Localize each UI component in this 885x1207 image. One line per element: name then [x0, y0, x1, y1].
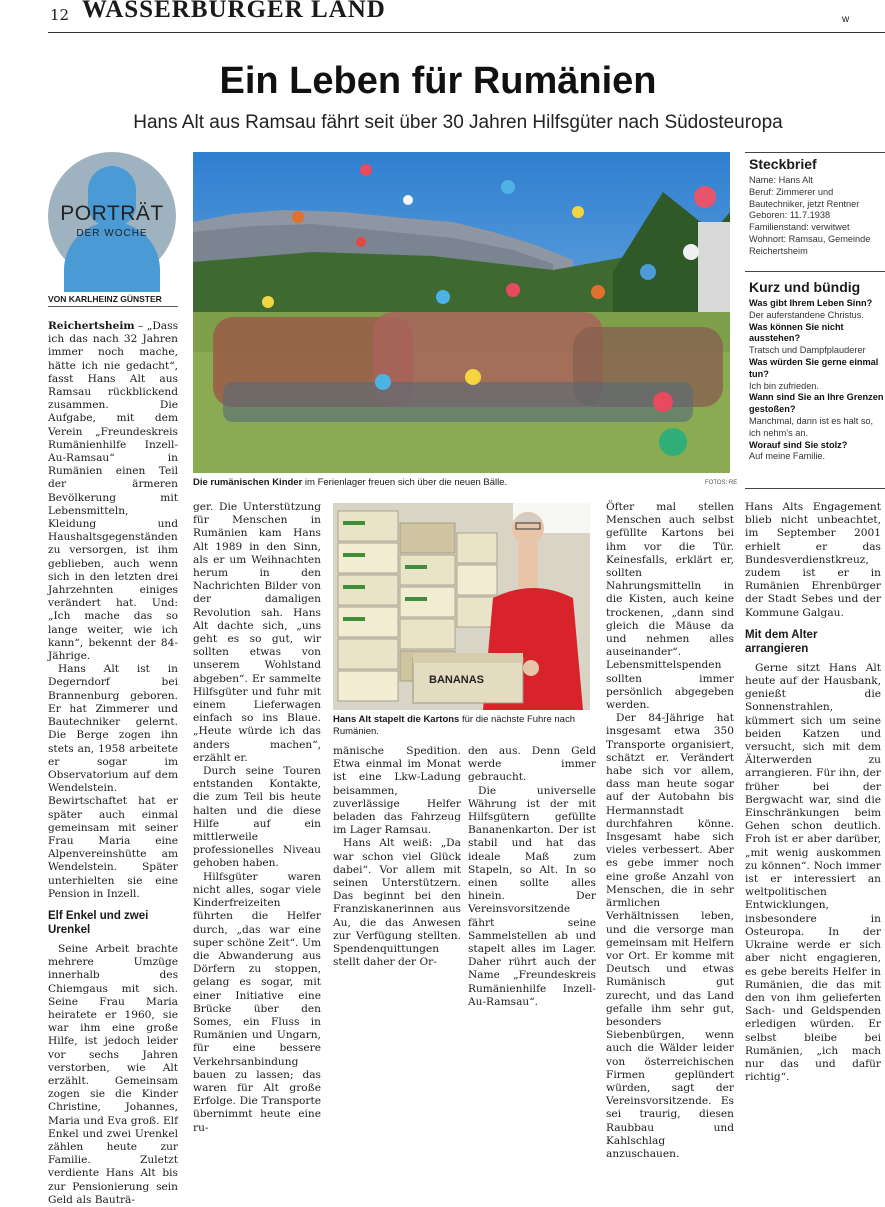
paragraph: Seine Arbeit brachte mehrere Umzüge innerhalb des Chiemgaus mit sich. Seine Frau Maria heiratete er 1960, sie war ihm eine große Hilfe, ist jedoch leider vor sechs Jahren verstorben, wie Alt erzählt. Gemeinsam zogen sie die Kinder Christine, Johannes, Maria und Eva groß. Elf Enkel und zwei Urenkel zählen heute zur Familie. Zuletzt verdiente Hans Alt bis zur Pensionierung sein Geld als Bauträ- — [48, 942, 178, 1206]
paragraph: Hilfsgüter waren nicht alles, sogar viele Kinderfreizeiten führten die Helfer durch, „das war eine super schöne Zeit“. Um die Abwanderung aus Dörfern zu stoppen, gelang es sogar, mit einer Initiative eine Brücke über den Somes, ein Fluss in Rumänien und Ungarn, für eine bessere Verkehrsanbindung bauen zu lassen; das waren für Alt große Erfolge. Die Transporte übernimmt heute eine ru- — [193, 870, 321, 1134]
article-column-2 — [193, 501, 321, 1134]
steckbrief-line: Wohnort: Ramsau, Gemeinde Reichertsheim — [749, 233, 871, 256]
article-column-3 — [333, 745, 461, 969]
sidebar-rule — [745, 152, 885, 153]
paragraph: ger. Die Unterstützung für Menschen in Rumänien kam Hans Alt 1989 in den Sinn, als er um Weihnachten herum in den Nachrichten Bilder von der damaligen Revolution sah. Hans Alt dachte sich, „uns geht es so gut, wir sollten etwas von unserem Wohlstand abgeben“. Er sammelte Hilfsgüter und fuhr mit einem Lieferwagen einfach so ins Blaue. „Heute würde ich das anders machen“, erzählt er. — [193, 501, 321, 764]
question: Was gibt Ihrem Leben Sinn? — [749, 298, 873, 308]
answer: Ich bin zufrieden. — [749, 380, 819, 391]
section-title: WASSERBURGER LAND — [82, 0, 386, 23]
badge-title: PORTRÄT — [60, 202, 164, 225]
photo-children-camp — [193, 152, 730, 473]
paragraph: – „Dass ich das nach 32 Jahren immer noch mache, hätte ich nie gedacht“, fasst Hans Alt aus Ramsau rückblickend zusammen. Die Aufgabe, mit dem Verein „Freundeskreis Rumänienhilfe Inzell-Au-Ramsau“ in Rumänien einen Teil der ärmeren Bevölkerung mit Lebensmitteln, Kleidung und Haushaltsgegenständen zu versorgen, ist ihm geblieben, auch wenn sich in den letzten drei Jahrzehnten einiges verändert hat. Und: „Ich mache das so lange weiter, wie ich kann“, bekennt der 84-Jährige. — [48, 320, 178, 663]
photo-credit: FOTOS: RE — [705, 480, 738, 486]
paragraph: Hans Alt weiß: „Da war schon viel Glück dabei“. Vor allem mit seinen Unterstützern. Das beginnt bei den Franziskanerinnen aus Au, die das Anwesen zur Verfügung stellten. Spendenquittungen stellt daher der Or- — [333, 837, 461, 969]
photo-caption: Die rumänischen Kinder im Ferienlager freuen sich über die neuen Bälle. — [193, 477, 508, 488]
subheading: Elf Enkel und zwei Urenkel — [48, 909, 149, 936]
headline: Ein Leben für Rumänien — [219, 60, 657, 102]
author-byline: VON KARLHEINZ GÜNSTER — [48, 294, 162, 304]
photo-caption-2: Hans Alt stapelt die Kartons für die nächste Fuhre nach Rumänien. — [333, 714, 575, 737]
paragraph: den aus. Denn Geld werde immer gebraucht. — [468, 745, 596, 784]
steckbrief-line: Familienstand: verwitwet — [749, 222, 850, 233]
author-rule — [48, 306, 178, 307]
answer: Auf meine Familie. — [749, 451, 826, 462]
paragraph: Durch seine Touren entstanden Kontakte, die zum Teil bis heute halten und die diese Hilfe auf ein mittlerweile professionelles Niveau gehoben haben. — [193, 765, 321, 870]
section-letter: w — [842, 14, 850, 25]
sidebar-rule — [745, 488, 885, 489]
kurz-title: Kurz und bündig — [749, 279, 861, 295]
sidebar-rule — [745, 271, 885, 272]
steckbrief-title: Steckbrief — [749, 156, 817, 172]
steckbrief-line: Beruf: Zimmerer und Bautechniker, jetzt Rentner — [749, 186, 860, 209]
question: Was können Sie nicht ausstehen? — [749, 321, 844, 344]
question: Was würden Sie gerne einmal tun? — [749, 356, 879, 379]
answer: Tratsch und Dampfplauderer — [749, 345, 866, 356]
paragraph: Hans Alt ist in Degerndorf bei Brannenburg geboren. Er hat Zimmerer und Bautechniker gelernt. Die Berge zogen ihn stets an, 1958 arbeitete er sogar im Observatorium auf dem Wendelstein. Bewirtschaftet hat er später auch einmal gemeinsam mit seiner Frau Maria eine Alpenvereinshütte am Wendelstein. Später unterhielten sie eine Pension in Inzell. — [48, 663, 178, 900]
article-column-6 — [745, 501, 881, 1084]
answer: Manchmal, dann ist es halt so, ich nehm’s an. — [749, 415, 874, 438]
question: Wann sind Sie an Ihre Grenzen gestoßen? — [749, 392, 884, 415]
children-group — [213, 312, 723, 422]
steckbrief-body — [749, 175, 885, 258]
article-column-1 — [48, 320, 178, 1206]
question: Worauf sind Sie stolz? — [749, 439, 848, 450]
paragraph: Die universelle Währung ist der mit Hilfsgütern gefüllte Bananenkarton. Der ist stabil und hat das ideale Maß zum Stapeln, so Alt. In so einen sollte alles hinein. Der Vereinsvorsitzende fährt seine Sammelstellen ab und stapelt alles im Lager. Daher rührt auch der Name „Freundeskreis Rumänienhilfe Inzell-Au-Ramsau“. — [468, 784, 596, 1008]
photo-hans-alt-cartons — [333, 503, 590, 710]
paragraph: Öfter mal stellen Menschen auch selbst gefüllte Kartons bei ihm vor die Tür. Keinesfalls, erklärt er, sollten Nahrungsmittelln in die Kisten, auch keine trockenen, „dann sind gleich die Mäuse da und nehmen alles auseinander“. Lebensmittelspenden sollten immer persönlich abgegeben werden. — [606, 501, 734, 712]
portrait-badge — [48, 152, 176, 280]
header-rule — [48, 32, 885, 33]
answer: Der auferstandene Christus. — [749, 309, 864, 320]
paragraph: Gerne sitzt Hans Alt heute auf der Hausbank, genießt die Sonnenstrahlen, kümmert sich um seine beiden Katzen und versucht, sich mit dem Älterwerden zu arrangieren. Für ihn, der früher bei der Bergwacht war, sind die Einschränkungen beim Gehen schon deutlich. Froh ist er aber darüber, „mit wenig auskommen zu können“. Noch immer ist er interessiert an weltpolitischen Entwicklungen, insbesondere in Osteuropa. In der Ukraine werde er sich aber nicht engagieren, es gebe bereits Helfer in Rumänien, die das mit den von ihm gelieferten Sach- und Geldspenden erledigen würden. Er selbst bleibe bei Rumänien, „ich mach nur das und dafür richtig“. — [745, 661, 881, 1084]
subheading: Mit dem Alter arrangieren — [745, 628, 818, 655]
article-column-5 — [606, 501, 734, 1160]
steckbrief-line: Name: Hans Alt — [749, 175, 813, 185]
kurz-body — [749, 298, 885, 463]
banana-box-label: BANANAS — [429, 674, 484, 686]
steckbrief-line: Geboren: 11.7.1938 — [749, 210, 831, 221]
article-column-4 — [468, 745, 596, 1008]
paragraph: Der 84-Jährige hat insgesamt etwa 350 Transporte organisiert, schätzt er. Verändert habe sich vor allem, dass man heute sogar auf der Autobahn bis Hermannstadt durchfahren könne. Insgesamt habe sich vieles verbessert. Aber es gebe immer noch eine große Anzahl von Menschen, die in sehr ärmlichen Verhältnissen leben, und die versorge man gemeinsam mit Helfern vor Ort. Er komme mit Deutsch und etwas Rumänisch gut zurecht, und das Land gefalle ihm sehr gut, besonders Siebenbürgen, wenn auch die Wälder leider von österreichischen Firmen geplündert würden, sagt der Vereinsvorsitzende. Es sei traurig, diesen Raubbau und Kahlschlag anzuschauen. — [606, 712, 734, 1160]
badge-subtitle: DER WOCHE — [76, 228, 148, 239]
page-number: 12 — [50, 6, 70, 24]
paragraph: Hans Alts Engagement blieb nicht unbeachtet, im September 2001 erhielt er das Bundesverdienstkreuz, zudem ist er in Rumänien Ehrenbürger der Stadt Sebes und der Kommune Galgau. — [745, 501, 881, 619]
subheadline: Hans Alt aus Ramsau fährt seit über 30 Jahren Hilfsgüter nach Südosteuropa — [133, 112, 783, 133]
dateline: Reichertsheim — [48, 320, 135, 332]
paragraph: mänische Spedition. Etwa einmal im Monat ist eine Lkw-Ladung beisammen, zuverlässige Helfer beladen das Fahrzeug im Lager Ramsau. — [333, 745, 461, 837]
